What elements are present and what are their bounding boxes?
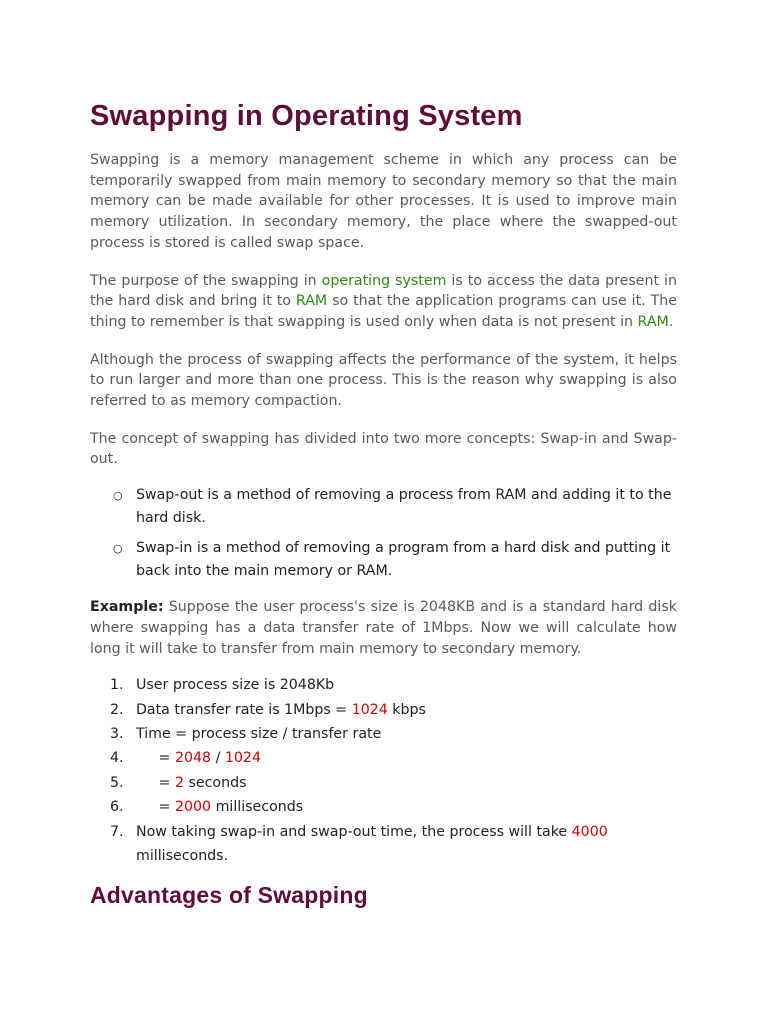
circle-bullet-icon: ○ — [113, 489, 123, 503]
text-segment: is to access the data present in the hard disk and bring it to — [90, 272, 677, 310]
list-item — [90, 746, 677, 770]
concept-paragraph: The concept of swapping has divided into two more concepts: Swap-in and Swap-out. — [90, 430, 677, 468]
step-text: Now taking swap-in and swap-out time, the process will take — [136, 823, 572, 840]
text-segment: The purpose of the swapping in — [90, 272, 322, 289]
step-text: = — [136, 799, 175, 816]
example-text: Suppose the user process's size is 2048KB and is a standard hard disk where swapping has a data transfer rate of 1Mbps. Now we will calculate how long it will take to transfer from main memory to secondary memory. — [90, 599, 677, 657]
highlighted-value: 2000 — [174, 799, 212, 816]
circle-bullet-icon: ○ — [113, 542, 123, 556]
purpose-paragraph — [90, 271, 677, 333]
document-page — [90, 96, 677, 911]
list-item — [90, 722, 677, 746]
step-text: milliseconds — [211, 799, 304, 816]
highlighted-value: 1024 — [224, 750, 261, 767]
highlighted-value: 2 — [174, 774, 184, 791]
step-number: 1. — [110, 677, 124, 694]
example-label: Example: — [90, 599, 164, 616]
list-item — [113, 537, 677, 583]
list-item-text: Swap-out is a method of removing a process from RAM and adding it to the hard disk. — [136, 487, 672, 527]
step-text: Data transfer rate is 1Mbps = — [136, 701, 352, 718]
operating-system-link[interactable]: operating system — [321, 272, 447, 289]
step-number: 6. — [110, 799, 124, 816]
step-number: 5. — [110, 774, 124, 791]
highlighted-value: 1024 — [351, 701, 388, 718]
step-text: kbps — [387, 701, 426, 718]
step-number: 3. — [110, 726, 124, 743]
list-item — [90, 820, 677, 869]
example-paragraph — [90, 597, 677, 659]
step-text: milliseconds. — [136, 848, 229, 865]
list-item — [90, 698, 677, 722]
highlighted-value: 2048 — [174, 750, 212, 767]
step-number: 2. — [110, 701, 124, 718]
list-item — [90, 673, 677, 697]
advantages-heading: Advantages of Swapping — [90, 881, 368, 908]
list-item — [113, 484, 677, 530]
step-number: 7. — [110, 823, 124, 840]
swap-concepts-list — [90, 484, 677, 583]
ram-link[interactable]: RAM — [295, 293, 328, 310]
step-text: = — [136, 750, 175, 767]
step-number: 4. — [110, 750, 124, 767]
performance-paragraph: Although the process of swapping affects the performance of the system, it helps to run larger and more than one process. This is the reason why swapping is also referred to as memory compaction. — [90, 351, 677, 410]
step-text: Time = process size / transfer rate — [136, 726, 382, 743]
step-text: seconds — [183, 774, 247, 791]
text-segment: . — [668, 313, 674, 330]
step-text: = — [136, 774, 175, 791]
step-text: / — [211, 750, 225, 767]
page-title: Swapping in Operating System — [90, 100, 523, 132]
intro-paragraph: Swapping is a memory management scheme in which any process can be temporarily swapped from main memory to secondary memory so that the main memory can be made available for other processes. It is used to improve main memory utilization. In secondary memory, the place where the swapped-out process is stored is called swap space. — [90, 152, 677, 251]
highlighted-value: 4000 — [571, 823, 608, 840]
calculation-steps-list — [90, 673, 677, 868]
ram-link[interactable]: RAM — [637, 313, 669, 330]
text-segment: so that the application programs can use it. The thing to remember is that swapping is used only when data is not present in — [90, 293, 677, 330]
step-text: User process size is 2048Kb — [136, 677, 335, 694]
list-item — [90, 795, 677, 819]
list-item — [90, 771, 677, 795]
list-item-text: Swap-in is a method of removing a program from a hard disk and putting it back into the main memory or RAM. — [136, 540, 671, 580]
